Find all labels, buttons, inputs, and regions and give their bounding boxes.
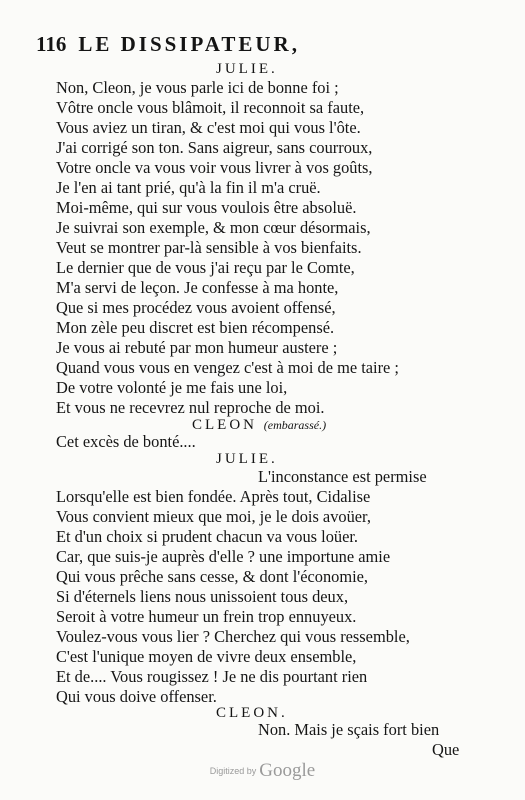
verse-line: J'ai corrigé son ton. Sans aigreur, sans courroux, [56,138,373,157]
verse-line: Moi-même, qui sur vous voulois être absoluë. [56,198,357,217]
verse-line: Vous convient mieux que moi, je le dois avoüer, [56,507,371,526]
speaker-cleon [192,416,326,434]
google-logo: Google [259,760,316,781]
verse-line: Qui vous doive offenser. [56,687,217,706]
verse-line: Je suivrai son exemple, & mon cœur désormais, [56,218,371,237]
speaker-name: CLEON [192,417,257,433]
speaker-julie: JULIE. [216,61,278,77]
digitized-by-label: Digitized by [209,766,257,776]
verse-line: Et de.... Vous rougissez ! Je ne dis pourtant rien [56,667,368,686]
verse-line: Cet excès de bonté.... [56,432,196,451]
verse-line: Je l'en ai tant prié, qu'à la fin il m'a cruë. [56,178,321,197]
running-head [36,32,481,62]
verse-line: Non, Cleon, je vous parle ici de bonne foi ; [56,78,339,97]
verse-line: Vous aviez un tiran, & c'est moi qui vous l'ôte. [56,118,361,137]
verse-line: Veut se montrer par-là sensible à vos bienfaits. [56,238,362,257]
verse-line: Le dernier que de vous j'ai reçu par le Comte, [56,258,355,277]
verse-line: Vôtre oncle vous blâmoit, il reconnoit sa faute, [56,98,365,117]
verse-line: Que si mes procédez vous avoient offensé, [56,298,336,317]
verse-line: M'a servi de leçon. Je confesse à ma honte, [56,278,339,297]
verse-line: Qui vous prêche sans cesse, & dont l'économie, [56,567,369,586]
verse-line: Voulez-vous vous lier ? Cherchez qui vous ressemble, [56,627,410,646]
verse-line: Quand vous vous en vengez c'est à moi de me taire ; [56,358,399,377]
verse-line: Mon zèle peu discret est bien récompensé. [56,318,335,337]
speaker-julie: JULIE. [216,451,278,467]
verse-line: Et d'un choix si prudent chacun va vous loüer. [56,527,359,546]
digitized-footer [0,760,525,782]
verse-line: C'est l'unique moyen de vivre deux ensemble, [56,647,357,666]
verse-line: Je vous ai rebuté par mon humeur austere ; [56,338,338,357]
verse-line: Non. Mais je sçais fort bien [258,720,440,739]
verse-line: Seroit à votre humeur un frein trop ennuyeux. [56,607,357,626]
verse-line: L'inconstance est permise [258,467,427,486]
stage-direction: (embarassé.) [263,418,327,432]
verse-line: De votre volonté je me fais une loi, [56,378,288,397]
verse-line: Si d'éternels liens nous unissoient tous deux, [56,587,349,606]
verse-line: Lorsqu'elle est bien fondée. Après tout, Cidalise [56,487,371,506]
speaker-cleon: CLEON. [216,705,288,721]
verse-line: Et vous ne recevrez nul reproche de moi. [56,398,325,417]
verse-line: Car, que suis-je auprès d'elle ? une importune amie [56,547,391,566]
book-title: LE DISSIPATEUR, [78,32,300,56]
catchword: Que [432,740,460,759]
verse-line: Votre oncle va vous voir vous livrer à vos goûts, [56,158,373,177]
page-number: 116 [36,32,67,56]
